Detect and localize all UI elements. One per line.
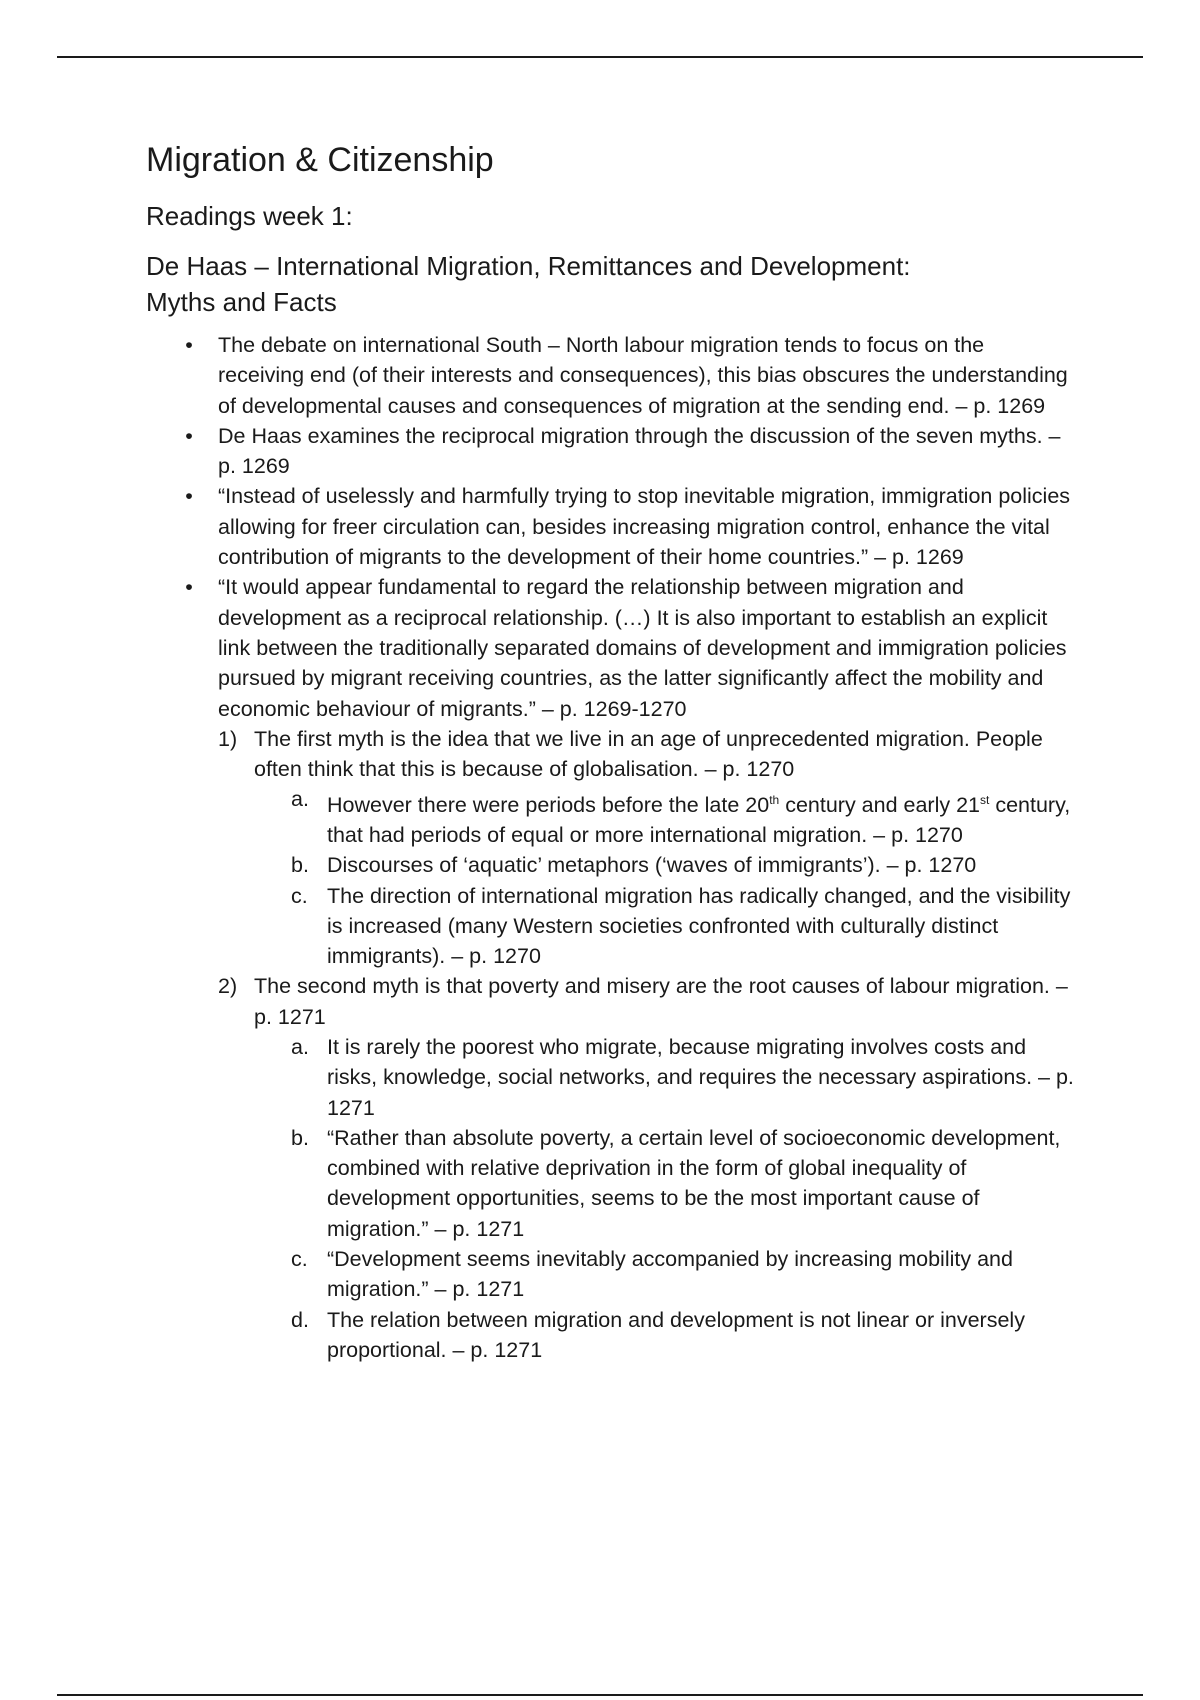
subpoint-text: “Development seems inevitably accompanied by increasing mobility and migration.” – p. 1271 <box>327 1247 1013 1302</box>
readings-week-heading: Readings week 1: <box>146 201 353 231</box>
bullet-item <box>185 330 1076 421</box>
superscript-th: th <box>769 792 780 807</box>
bullet-icon: • <box>185 423 193 448</box>
subpoint-letter: b. <box>291 1125 309 1150</box>
reading-title <box>146 248 1076 320</box>
document-body <box>146 140 1076 1365</box>
bullet-text: The debate on international South – North labour migration tends to focus on the receiving end (of their interests and consequences), this bias obscures the understanding of developmental causes and consequences of migration at the sending end. – p. 1269 <box>218 333 1068 418</box>
notes-body <box>146 330 1076 1365</box>
subpoint-item <box>291 784 1076 850</box>
subpoint-text: “Rather than absolute poverty, a certain level of socioeconomic development, combined with relative deprivation in the form of global inequality of development opportunities, seems to be the most important cause of migration.” – p. 1271 <box>327 1125 1061 1241</box>
bullet-list <box>146 330 1076 724</box>
bullet-text: “It would appear fundamental to regard the relationship between migration and development as a reciprocal relationship. (…) It is also important to establish an explicit link between the traditionally separated domains of development and immigration policies pursued by migrant receiving countries, as the latter significantly affect the mobility and economic behaviour of migrants.” – p. 1269-1270 <box>218 575 1067 721</box>
subpoint-letter: a. <box>291 1034 309 1059</box>
bullet-icon: • <box>185 575 193 600</box>
myth-subpoints <box>254 1032 1076 1365</box>
bullet-item <box>185 481 1076 572</box>
myths-list <box>146 724 1076 1365</box>
subpoint-text: However there were periods before the late 20th century and early 21st century, that had periods of equal or more international migration. – p. 1270 <box>327 792 1071 847</box>
myth-number: 1) <box>218 726 238 751</box>
superscript-st: st <box>980 792 990 807</box>
subpoint-item <box>291 1123 1076 1244</box>
bullet-icon: • <box>185 333 193 357</box>
top-divider <box>57 56 1143 58</box>
myth-number: 2) <box>218 974 238 999</box>
myth-item <box>218 971 1076 1365</box>
reading-title-line-1: De Haas – International Migration, Remittances and Development: <box>146 251 911 281</box>
subpoint-letter: c. <box>291 883 308 908</box>
bottom-divider <box>57 1694 1143 1696</box>
subpoint-item <box>291 1032 1076 1123</box>
subpoint-item <box>291 1244 1076 1305</box>
bullet-item <box>185 421 1076 482</box>
subpoint-text: The direction of international migration has radically changed, and the visibility is increased (many Western societies confronted with culturally distinct immigrants). – p. 1270 <box>327 883 1071 969</box>
subpoint-letter: d. <box>291 1307 309 1332</box>
subpoint-text: It is rarely the poorest who migrate, because migrating involves costs and risks, knowledge, social networks, and requires the necessary aspirations. – p. 1271 <box>327 1034 1074 1120</box>
subpoint-item <box>291 1305 1076 1366</box>
subpoint-item <box>291 881 1076 972</box>
myth-subpoints <box>254 784 1076 971</box>
myth-text: The first myth is the idea that we live in an age of unprecedented migration. People often think that this is because of globalisation. – p. 1270 <box>254 726 1043 782</box>
subpoint-text: The relation between migration and development is not linear or inversely proportional. – p. 1271 <box>327 1307 1025 1362</box>
bullet-text: “Instead of uselessly and harmfully trying to stop inevitable migration, immigration policies allowing for freer circulation can, besides increasing migration control, enhance the vital contribution of migrants to the development of their home countries.” – p. 1269 <box>218 484 1071 570</box>
subpoint-letter: b. <box>291 853 309 878</box>
document-title: Migration & Citizenship <box>146 141 494 179</box>
bullet-text: De Haas examines the reciprocal migration through the discussion of the seven myths. – p. 1269 <box>218 423 1061 479</box>
subpoint-item <box>291 850 1076 880</box>
bullet-item <box>185 572 1076 723</box>
myth-item <box>218 724 1076 972</box>
myth-text: The second myth is that poverty and misery are the root causes of labour migration. – p. 1271 <box>254 974 1068 1029</box>
subpoint-text: Discourses of ‘aquatic’ metaphors (‘waves of immigrants’). – p. 1270 <box>327 853 977 878</box>
reading-title-line-2: Myths and Facts <box>146 287 337 317</box>
subpoint-letter: c. <box>291 1247 308 1272</box>
bullet-icon: • <box>185 484 193 509</box>
subpoint-letter: a. <box>291 787 309 812</box>
